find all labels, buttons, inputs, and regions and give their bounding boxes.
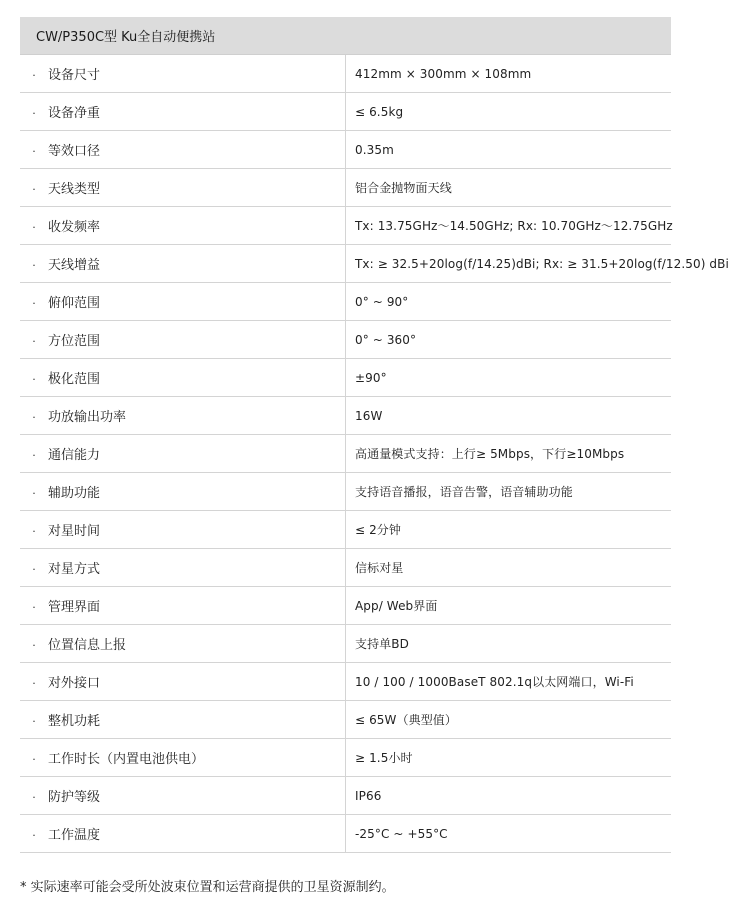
spec-label: 通信能力 bbox=[48, 448, 101, 463]
spec-row bbox=[20, 473, 671, 511]
spec-value: IP66 bbox=[346, 777, 672, 815]
bullet-icon: · bbox=[32, 145, 36, 158]
spec-label: 俯仰范围 bbox=[48, 296, 101, 311]
spec-value: Tx: ≥ 32.5+20log(f/14.25)dBi; Rx: ≥ 31.5+20log(f/12.50) dBi bbox=[346, 245, 672, 283]
spec-value: ≤ 65W（典型值） bbox=[346, 701, 672, 739]
spec-label: 等效口径 bbox=[48, 144, 101, 159]
bullet-icon: · bbox=[32, 563, 36, 576]
spec-value: 支持语音播报，语音告警，语音辅助功能 bbox=[346, 473, 672, 511]
spec-row bbox=[20, 359, 671, 397]
spec-label: 极化范围 bbox=[48, 372, 101, 387]
spec-value: -25°C ~ +55°C bbox=[346, 815, 672, 853]
footnote: * 实际速率可能会受所处波束位置和运营商提供的卫星资源制约。 bbox=[20, 880, 395, 895]
spec-row bbox=[20, 701, 671, 739]
table-title: CW/P350C型 Ku全自动便携站 bbox=[20, 17, 671, 55]
spec-value: 10 / 100 / 1000BaseT 802.1q以太网端口，Wi-Fi bbox=[346, 663, 672, 701]
spec-label-cell bbox=[20, 169, 346, 207]
spec-value: 0° ~ 90° bbox=[346, 283, 672, 321]
spec-row bbox=[20, 283, 671, 321]
spec-row bbox=[20, 55, 671, 93]
spec-label: 设备尺寸 bbox=[48, 68, 101, 83]
bullet-icon: · bbox=[32, 525, 36, 538]
spec-label: 对星方式 bbox=[48, 562, 101, 577]
spec-row bbox=[20, 93, 671, 131]
spec-value: ≤ 2分钟 bbox=[346, 511, 672, 549]
spec-label: 设备净重 bbox=[48, 106, 101, 121]
spec-row bbox=[20, 663, 671, 701]
bullet-icon: · bbox=[32, 791, 36, 804]
spec-label-cell bbox=[20, 131, 346, 169]
spec-row bbox=[20, 587, 671, 625]
spec-label-cell bbox=[20, 435, 346, 473]
spec-label-cell bbox=[20, 511, 346, 549]
spec-label-cell bbox=[20, 321, 346, 359]
spec-label-cell bbox=[20, 625, 346, 663]
spec-label-cell bbox=[20, 739, 346, 777]
spec-label: 位置信息上报 bbox=[48, 638, 127, 653]
bullet-icon: · bbox=[32, 373, 36, 386]
spec-label-cell bbox=[20, 587, 346, 625]
spec-label: 功放输出功率 bbox=[48, 410, 127, 425]
spec-label-cell bbox=[20, 549, 346, 587]
spec-value: ≥ 1.5小时 bbox=[346, 739, 672, 777]
spec-value: 铝合金抛物面天线 bbox=[346, 169, 672, 207]
spec-row bbox=[20, 397, 671, 435]
table-header-row bbox=[20, 17, 671, 55]
spec-label-cell bbox=[20, 663, 346, 701]
bullet-icon: · bbox=[32, 183, 36, 196]
bullet-icon: · bbox=[32, 677, 36, 690]
bullet-icon: · bbox=[32, 639, 36, 652]
spec-label-cell bbox=[20, 701, 346, 739]
bullet-icon: · bbox=[32, 449, 36, 462]
spec-row bbox=[20, 435, 671, 473]
bullet-icon: · bbox=[32, 601, 36, 614]
spec-value: 支持单BD bbox=[346, 625, 672, 663]
bullet-icon: · bbox=[32, 335, 36, 348]
bullet-icon: · bbox=[32, 259, 36, 272]
bullet-icon: · bbox=[32, 411, 36, 424]
bullet-icon: · bbox=[32, 829, 36, 842]
spec-row bbox=[20, 777, 671, 815]
spec-label: 工作时长（内置电池供电） bbox=[48, 752, 205, 767]
spec-row bbox=[20, 169, 671, 207]
spec-label-cell bbox=[20, 397, 346, 435]
spec-label: 整机功耗 bbox=[48, 714, 101, 729]
bullet-icon: · bbox=[32, 69, 36, 82]
spec-value: 信标对星 bbox=[346, 549, 672, 587]
spec-label-cell bbox=[20, 359, 346, 397]
spec-label: 对外接口 bbox=[48, 676, 101, 691]
bullet-icon: · bbox=[32, 715, 36, 728]
spec-label: 防护等级 bbox=[48, 790, 101, 805]
spec-table bbox=[20, 17, 729, 853]
spec-value: App/ Web界面 bbox=[346, 587, 672, 625]
spec-label: 天线类型 bbox=[48, 182, 101, 197]
spec-table-body bbox=[20, 17, 729, 853]
spec-value: 0.35m bbox=[346, 131, 672, 169]
spec-label: 对星时间 bbox=[48, 524, 101, 539]
spec-row bbox=[20, 321, 671, 359]
spec-value: Tx: 13.75GHz～14.50GHz; Rx: 10.70GHz～12.75GHz bbox=[346, 207, 672, 245]
spec-row bbox=[20, 625, 671, 663]
spec-label-cell bbox=[20, 93, 346, 131]
spec-label: 管理界面 bbox=[48, 600, 101, 615]
spec-value: 16W bbox=[346, 397, 672, 435]
spec-label: 工作温度 bbox=[48, 828, 101, 843]
spec-row bbox=[20, 131, 671, 169]
spec-label: 收发频率 bbox=[48, 220, 101, 235]
spec-label: 天线增益 bbox=[48, 258, 101, 273]
spec-label-cell bbox=[20, 777, 346, 815]
spec-row bbox=[20, 739, 671, 777]
spec-value: 0° ~ 360° bbox=[346, 321, 672, 359]
spec-value: ≤ 6.5kg bbox=[346, 93, 672, 131]
spec-row bbox=[20, 245, 671, 283]
bullet-icon: · bbox=[32, 221, 36, 234]
spec-label-cell bbox=[20, 245, 346, 283]
bullet-icon: · bbox=[32, 297, 36, 310]
spec-row bbox=[20, 207, 671, 245]
bullet-icon: · bbox=[32, 753, 36, 766]
spec-label-cell bbox=[20, 55, 346, 93]
bullet-icon: · bbox=[32, 107, 36, 120]
spec-label-cell bbox=[20, 207, 346, 245]
spec-value: ±90° bbox=[346, 359, 672, 397]
spec-value: 高通量模式支持：上行≥ 5Mbps，下行≥10Mbps bbox=[346, 435, 672, 473]
spec-label: 辅助功能 bbox=[48, 486, 101, 501]
bullet-icon: · bbox=[32, 487, 36, 500]
spec-row bbox=[20, 549, 671, 587]
spec-value: 412mm × 300mm × 108mm bbox=[346, 55, 672, 93]
spec-row bbox=[20, 815, 671, 853]
spec-label: 方位范围 bbox=[48, 334, 101, 349]
spec-label-cell bbox=[20, 473, 346, 511]
spec-label-cell bbox=[20, 815, 346, 853]
spec-row bbox=[20, 511, 671, 549]
spec-label-cell bbox=[20, 283, 346, 321]
